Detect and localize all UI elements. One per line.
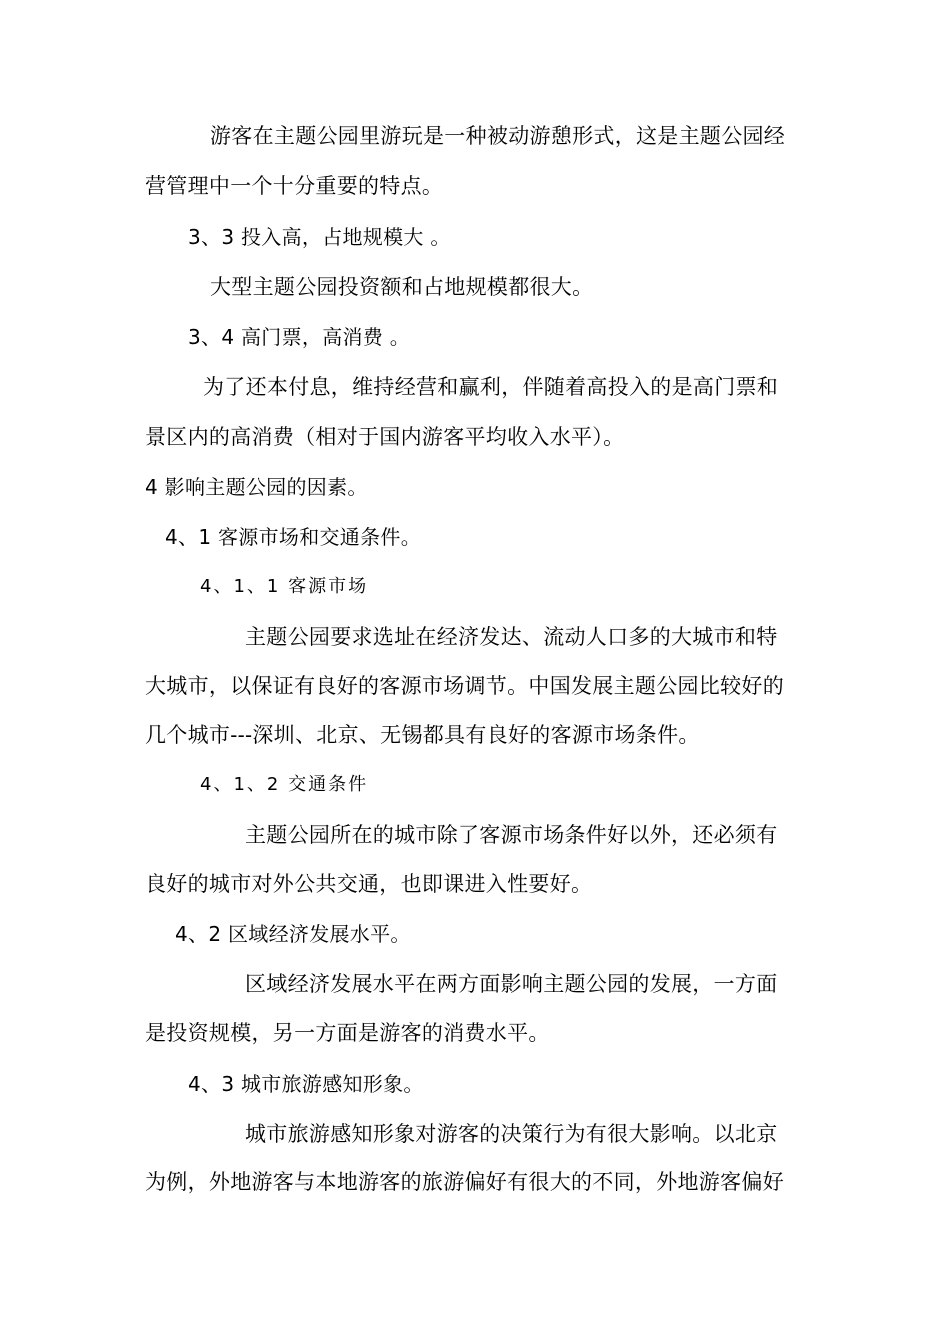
paragraph-line: 景区内的高消费（相对于国内游客平均收入水平）。 <box>145 425 625 449</box>
section-heading: 4、2 区域经济发展水平。 <box>175 922 411 946</box>
paragraph-line: 大型主题公园投资额和占地规模都很大。 <box>210 275 594 299</box>
paragraph-line: 主题公园要求选址在经济发达、流动人口多的大城市和特 <box>245 625 778 649</box>
paragraph-line: 为了还本付息，维持经营和赢利，伴随着高投入的是高门票和 <box>203 375 779 399</box>
paragraph-line: 为例，外地游客与本地游客的旅游偏好有很大的不同，外地游客偏好 <box>145 1170 784 1194</box>
section-heading: 3、3 投入高，占地规模大 。 <box>188 225 451 249</box>
paragraph-line: 主题公园所在的城市除了客源市场条件好以外，还必须有 <box>245 823 778 847</box>
paragraph-line: 区域经济发展水平在两方面影响主题公园的发展，一方面 <box>245 972 778 996</box>
paragraph-line: 是投资规模，另一方面是游客的消费水平。 <box>145 1021 550 1045</box>
paragraph-line: 大城市，以保证有良好的客源市场调节。中国发展主题公园比较好的 <box>145 674 784 698</box>
subsection-heading: 4、1、2 交通条件 <box>200 774 369 795</box>
paragraph-line: 游客在主题公园里游玩是一种被动游憩形式，这是主题公园经 <box>210 124 786 148</box>
section-heading: 3、4 高门票，高消费 。 <box>188 325 411 349</box>
chapter-heading: 4 影响主题公园的因素。 <box>145 475 368 499</box>
subsection-heading: 4、1、1 客源市场 <box>200 576 369 597</box>
paragraph-line: 营管理中一个十分重要的特点。 <box>145 174 444 198</box>
paragraph-line: 城市旅游感知形象对游客的决策行为有很大影响。以北京 <box>245 1122 778 1146</box>
section-heading: 4、3 城市旅游感知形象。 <box>188 1072 424 1096</box>
section-heading: 4、1 客源市场和交通条件。 <box>165 525 422 549</box>
paragraph-line: 几个城市---深圳、北京、无锡都具有良好的客源市场条件。 <box>145 723 700 747</box>
paragraph-line: 良好的城市对外公共交通，也即课进入性要好。 <box>145 872 593 896</box>
